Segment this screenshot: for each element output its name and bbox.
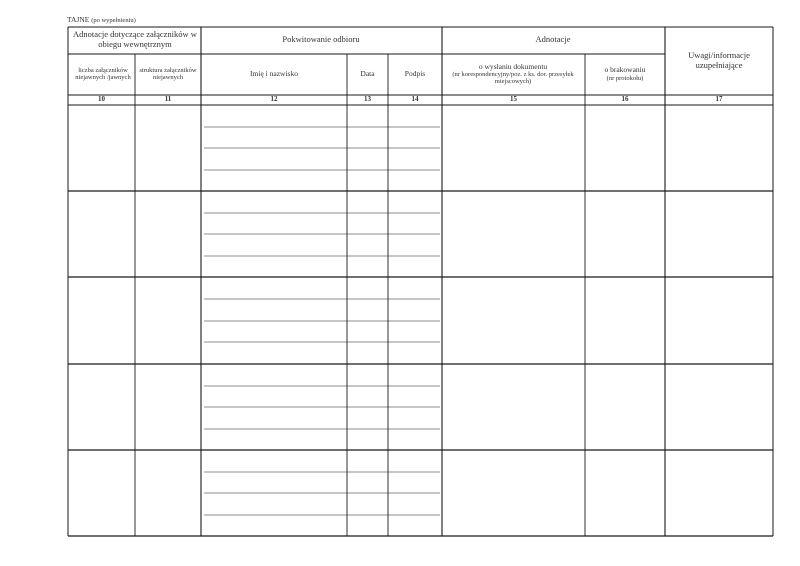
- column-heading-14: Podpis: [404, 68, 426, 78]
- column-heading-11: struktura załączników niejawnych: [139, 66, 197, 81]
- group-heading-receipt: Pokwitowanie odbioru: [282, 34, 360, 45]
- column-heading-15-sub: (nr korespondencyjny/poz. z ks. dor. przesyłek miejscowych): [452, 70, 574, 86]
- column-number-12: 12: [270, 95, 278, 104]
- column-heading-13: Data: [360, 68, 375, 78]
- classification-title: TAJNE: [67, 15, 90, 24]
- column-number-13: 13: [364, 95, 371, 104]
- column-number-10: 10: [98, 95, 105, 104]
- column-number-16: 16: [621, 95, 629, 104]
- column-number-11: 11: [164, 95, 172, 104]
- classification-note: (po wypełnieniu): [91, 17, 136, 24]
- column-heading-15-main: o wysłaniu dokumentu: [478, 61, 548, 71]
- group-heading-remarks: Uwagi/informacje uzupełniające: [688, 50, 750, 70]
- column-heading-16: [586, 55, 664, 93]
- column-number-15: 15: [510, 95, 517, 104]
- column-heading-10: liczba załączników niejawnych /jawnych: [75, 66, 131, 81]
- column-heading-12: Imię i nazwisko: [250, 68, 298, 78]
- column-heading-16-sub: (nr protokołu): [606, 74, 644, 82]
- column-number-17: 17: [715, 95, 723, 104]
- column-heading-15: [448, 55, 578, 93]
- group-heading-attachments: Adnotacje dotyczące załączników w obiegu wewnętrznym: [73, 29, 197, 49]
- column-number-14: 14: [411, 95, 419, 104]
- column-heading-16-main: o brakowaniu: [604, 65, 646, 75]
- group-heading-annotations: Adnotacje: [535, 34, 571, 45]
